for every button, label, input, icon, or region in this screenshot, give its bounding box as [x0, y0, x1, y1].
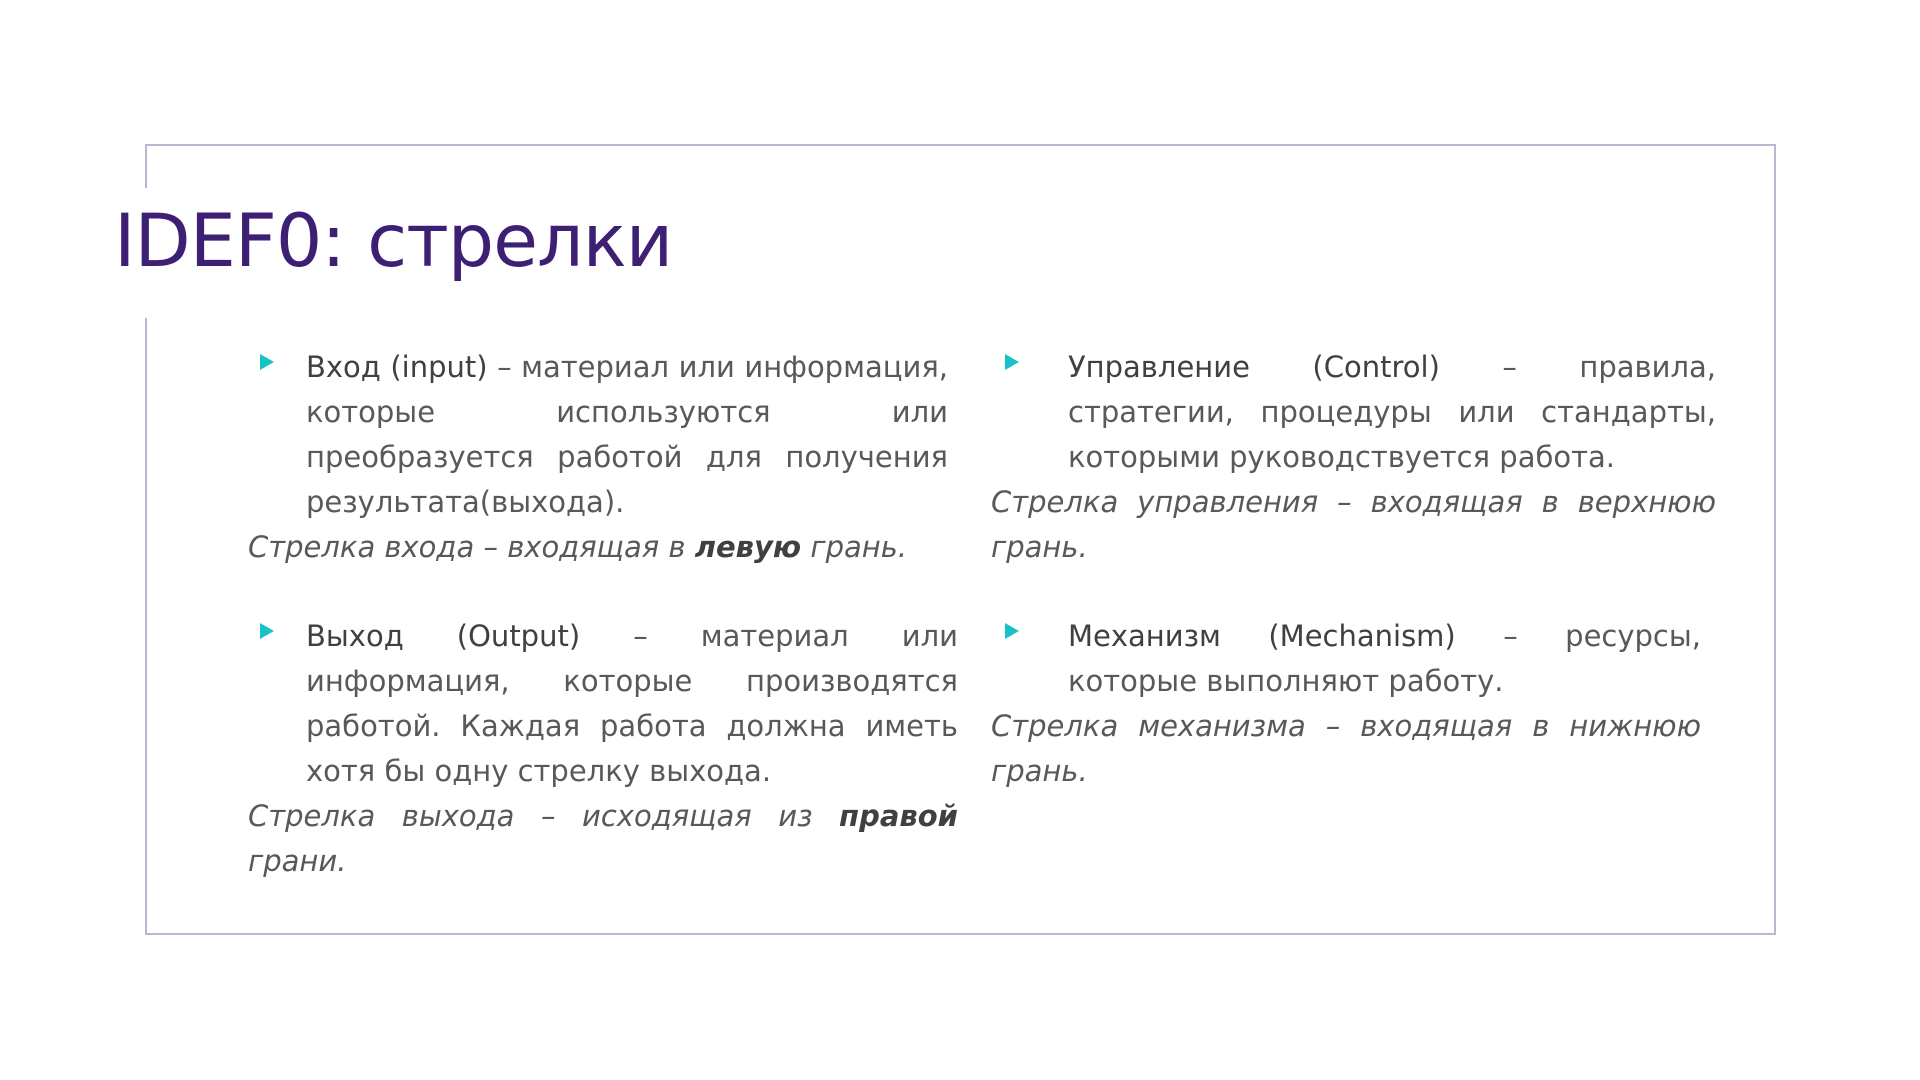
- output-description: – материал или информация, которые производятся работой. Каждая работа должна иметь хотя бы одну стрелку выхода.: [306, 619, 958, 788]
- slide-title: IDEF0: стрелки: [114, 199, 673, 284]
- mechanism-arrow-note: Стрелка механизма – входящая в нижнюю грань.: [991, 709, 1701, 788]
- output-definition: [306, 614, 958, 794]
- input-note-prefix: Стрелка входа – входящая в: [248, 530, 695, 564]
- output-note-suffix: грани.: [248, 844, 347, 878]
- mechanism-term: Механизм (Mechanism): [1068, 619, 1456, 653]
- mechanism-block: [991, 614, 1701, 794]
- input-term: Вход (input): [306, 350, 488, 384]
- triangle-right-icon: [260, 354, 274, 370]
- input-note-emphasis: левую: [694, 530, 802, 564]
- triangle-right-icon: [260, 623, 274, 639]
- control-definition: [1068, 345, 1716, 480]
- input-arrow-note: [248, 525, 948, 570]
- output-note-emphasis: правой: [839, 799, 958, 833]
- output-block: [248, 614, 958, 884]
- control-term: Управление (Control): [1068, 350, 1440, 384]
- input-description: – материал или информация, которые используются или преобразуется работой для получения результата(выхода).: [306, 350, 948, 519]
- input-block: [248, 345, 948, 570]
- control-description: – правила, стратегии, процедуры или стандарты, которыми руководствуется работа.: [1068, 350, 1716, 474]
- input-note-suffix: грань.: [801, 530, 908, 564]
- triangle-right-icon: [1005, 354, 1019, 370]
- control-arrow-note: Стрелка управления – входящая в верхнюю грань.: [991, 485, 1716, 564]
- mechanism-definition: [1068, 614, 1701, 704]
- output-arrow-note: [248, 794, 958, 884]
- mechanism-description: – ресурсы, которые выполняют работу.: [1068, 619, 1701, 698]
- triangle-right-icon: [1005, 623, 1019, 639]
- output-note-prefix: Стрелка выхода – исходящая из: [248, 799, 840, 833]
- input-definition: [306, 345, 948, 525]
- output-term: Выход (Output): [306, 619, 581, 653]
- control-block: [991, 345, 1716, 570]
